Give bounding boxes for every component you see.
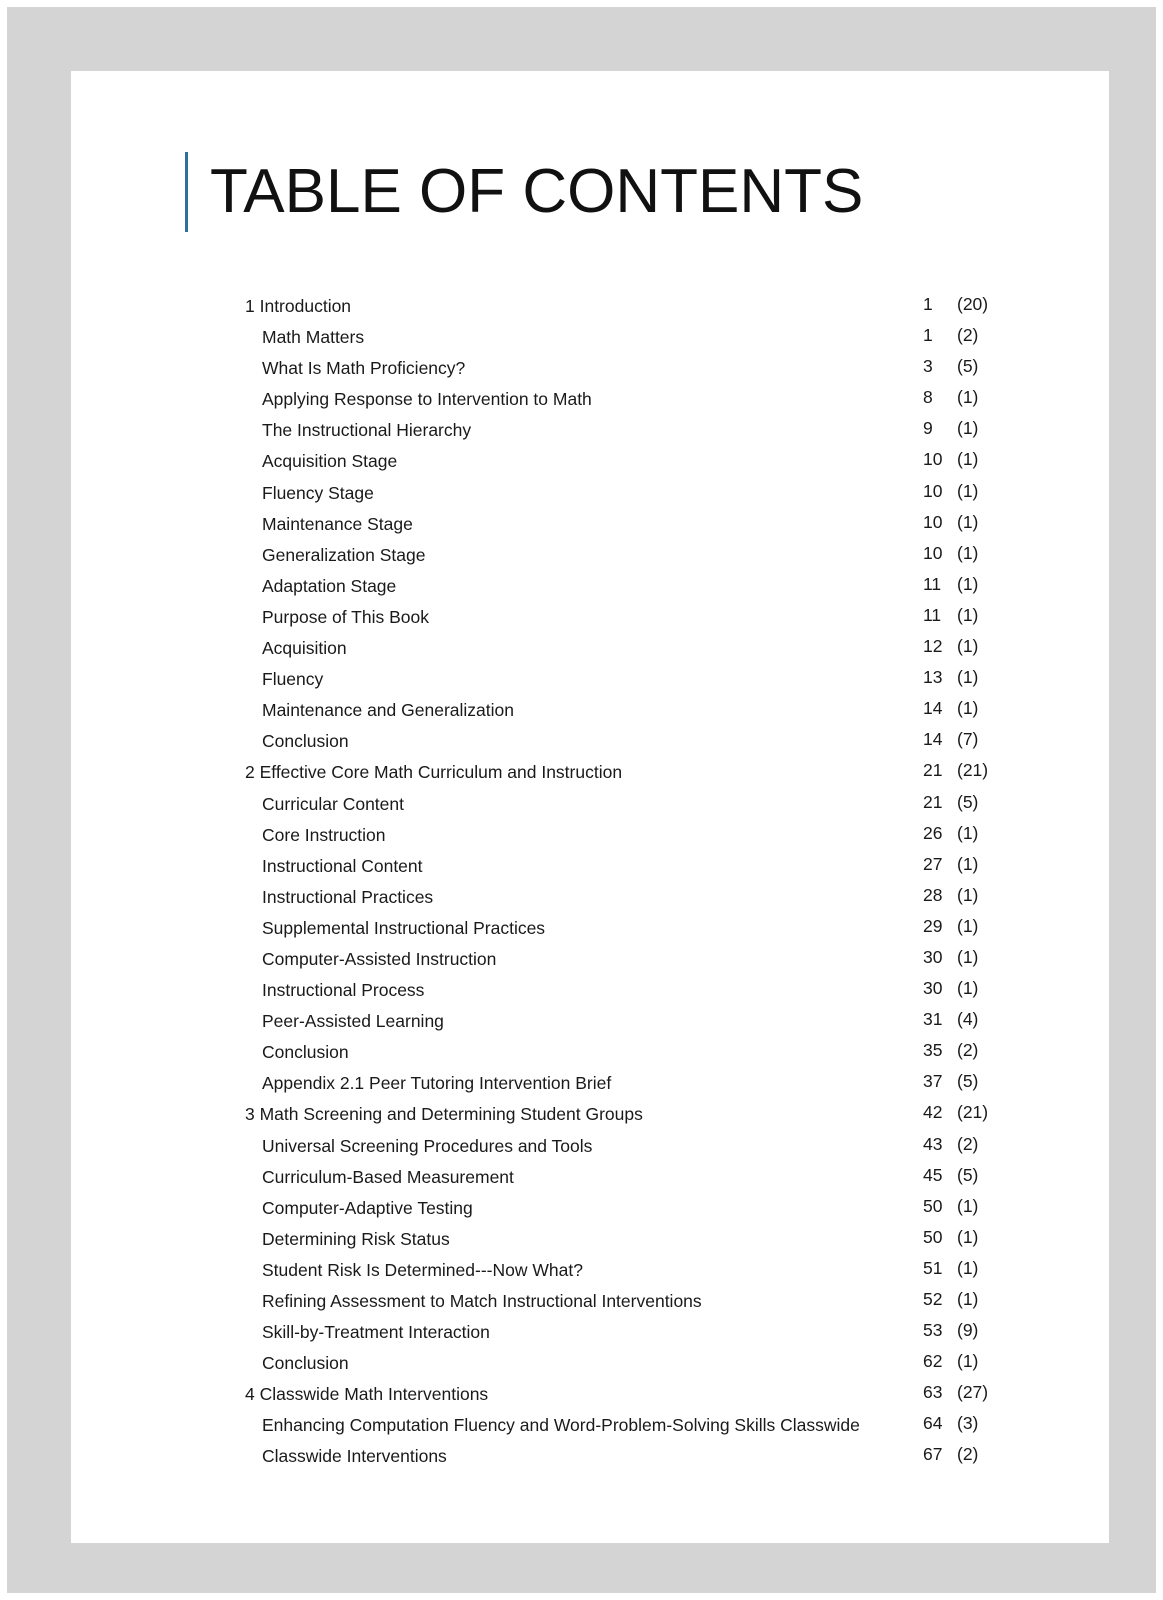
toc-entry-label: Refining Assessment to Match Instructional Interventions [262, 1291, 702, 1311]
toc-entry-label: Universal Screening Procedures and Tools [262, 1135, 593, 1156]
toc-entry-label: Acquisition [262, 638, 347, 659]
toc-page-number: 62 [923, 1351, 943, 1372]
toc-section-row[interactable] [71, 942, 1109, 973]
toc-section-row[interactable] [71, 1315, 1109, 1346]
toc-page-number: 12 [923, 636, 943, 657]
toc-page-number: 35 [923, 1040, 943, 1061]
toc-section-row[interactable] [71, 1408, 1109, 1439]
toc-section-row[interactable] [71, 600, 1109, 631]
toc-section-row[interactable] [71, 724, 1109, 755]
toc-page-count: (1) [957, 1289, 979, 1309]
toc-page-count: (1) [957, 449, 979, 470]
toc-section-row[interactable] [71, 1439, 1109, 1470]
toc-page-count: (5) [957, 1164, 979, 1185]
toc-page-count: (7) [957, 729, 979, 750]
toc-page-number: 10 [923, 542, 943, 563]
toc-entry-label: Generalization Stage [262, 544, 426, 565]
toc-page-number: 51 [923, 1257, 943, 1278]
toc-entry-label: Curriculum-Based Measurement [262, 1166, 514, 1187]
toc-page-count: (5) [957, 356, 979, 377]
toc-entry-label: Enhancing Computation Fluency and Word-Problem-Solving Skills Classwide [262, 1415, 860, 1436]
toc-page-count: (1) [957, 511, 979, 532]
toc-page-number: 30 [923, 978, 943, 999]
toc-page-number: 10 [923, 511, 943, 532]
toc-entry-label: Computer-Assisted Instruction [262, 948, 497, 969]
toc-page-count: (1) [957, 1257, 979, 1278]
toc-page-count: (3) [957, 1413, 979, 1434]
toc-page-number: 50 [923, 1195, 943, 1216]
toc-page-number: 11 [923, 604, 942, 625]
toc-page-count: (1) [957, 946, 979, 967]
toc-page-number: 9 [923, 418, 933, 439]
toc-section-row[interactable] [71, 1035, 1109, 1066]
toc-page-count: (1) [957, 698, 979, 719]
toc-page-number: 10 [923, 480, 943, 501]
toc-entry-label: Fluency [262, 669, 324, 690]
toc-page-count: (1) [957, 480, 979, 501]
toc-page-count: (21) [957, 1102, 989, 1123]
toc-page-number: 63 [923, 1382, 943, 1403]
toc-entry-label: Curricular Content [262, 793, 404, 814]
toc-page-count: (2) [957, 1040, 979, 1061]
toc-section-row[interactable] [71, 1284, 1109, 1315]
toc-entry-label: Maintenance Stage [262, 513, 413, 534]
toc-page-number: 28 [923, 884, 943, 905]
toc-entry-label: Core Instruction [262, 824, 386, 845]
toc-entry-label: Classwide Interventions [262, 1446, 447, 1467]
toc-section-row[interactable] [71, 476, 1109, 507]
toc-entry-label: Computer-Adaptive Testing [262, 1197, 473, 1218]
toc-entry-label: Supplemental Instructional Practices [262, 917, 546, 938]
toc-entry-label: What Is Math Proficiency? [262, 358, 466, 379]
toc-page-number: 53 [923, 1320, 943, 1341]
toc-page-number: 21 [923, 760, 943, 781]
toc-page-count: (1) [957, 884, 979, 905]
toc-entry-label: Math Matters [262, 327, 365, 348]
toc-page-number: 26 [923, 822, 943, 843]
toc-page-count: (2) [957, 1444, 979, 1465]
title-accent-rule [185, 152, 188, 232]
toc-entry-label: Determining Risk Status [262, 1228, 450, 1249]
toc-page-number: 1 [923, 294, 933, 314]
toc-page-number: 8 [923, 387, 933, 408]
page-frame [7, 7, 1156, 1593]
toc-entry-label: Acquisition Stage [262, 451, 398, 472]
toc-page-number: 42 [923, 1102, 943, 1123]
toc-entry-label: The Instructional Hierarchy [262, 420, 472, 441]
toc-section-row[interactable] [71, 1129, 1109, 1160]
toc-page-number: 31 [923, 1009, 943, 1030]
toc-section-row[interactable] [71, 444, 1109, 475]
toc-section-row[interactable] [71, 382, 1109, 413]
toc-entry-label: Skill-by-Treatment Interaction [262, 1322, 490, 1343]
toc-page-count: (1) [957, 978, 979, 999]
toc-section-row[interactable] [71, 631, 1109, 662]
toc-section-row[interactable] [71, 787, 1109, 818]
page-title: TABLE OF CONTENTS [210, 157, 864, 226]
toc-page-count: (4) [957, 1009, 979, 1030]
toc-page-number: 45 [923, 1164, 943, 1185]
toc-section-row[interactable] [71, 320, 1109, 351]
toc-page-count: (1) [957, 636, 979, 657]
toc-entry-label: Applying Response to Intervention to Math [262, 389, 592, 410]
toc-entry-label: Instructional Content [262, 855, 423, 876]
toc-page-count: (9) [957, 1320, 979, 1341]
toc-page-count: (1) [957, 1226, 979, 1247]
toc-page-count: (1) [957, 822, 979, 843]
toc-page-number: 29 [923, 915, 943, 936]
toc-chapter-row[interactable] [71, 289, 1109, 320]
title-block [185, 151, 863, 233]
toc-entry-label: Adaptation Stage [262, 575, 397, 596]
toc-entry-label: Student Risk Is Determined---Now What? [262, 1259, 583, 1280]
toc-section-row[interactable] [71, 351, 1109, 382]
toc-page-count: (1) [957, 387, 979, 408]
toc-page-number: 10 [923, 449, 943, 470]
toc-entry-label: Purpose of This Book [262, 606, 429, 627]
toc-entry-label: 1 Introduction [245, 296, 352, 316]
toc-page-count: (20) [957, 294, 989, 314]
toc-entry-label: Fluency Stage [262, 482, 374, 503]
toc-page-number: 14 [923, 698, 943, 719]
toc-page-number: 27 [923, 853, 943, 874]
toc-section-row[interactable] [71, 1346, 1109, 1377]
toc-entry-label: Peer-Assisted Learning [262, 1011, 444, 1032]
toc-page-number: 21 [923, 791, 943, 812]
toc-page-count: (27) [957, 1382, 989, 1403]
toc-section-row[interactable] [71, 1160, 1109, 1191]
toc-entry-label: 2 Effective Core Math Curriculum and Instruction [245, 762, 623, 783]
table-of-contents [71, 289, 1109, 1471]
toc-section-row[interactable] [71, 1004, 1109, 1035]
toc-entry-label: Appendix 2.1 Peer Tutoring Intervention Brief [262, 1073, 612, 1094]
toc-page-number: 52 [923, 1289, 943, 1309]
toc-page-count: (1) [957, 1195, 979, 1216]
toc-page-count: (1) [957, 573, 979, 594]
toc-page-number: 14 [923, 729, 943, 750]
toc-page-number: 64 [923, 1413, 943, 1434]
toc-entry-label: Instructional Practices [262, 886, 434, 907]
toc-page-count: (1) [957, 915, 979, 936]
toc-section-row[interactable] [71, 880, 1109, 911]
toc-section-row[interactable] [71, 1222, 1109, 1253]
toc-entry-label: Conclusion [262, 1353, 349, 1374]
toc-page-count: (2) [957, 1133, 979, 1154]
toc-section-row[interactable] [71, 1191, 1109, 1222]
toc-entry-label: 3 Math Screening and Determining Student Groups [245, 1104, 643, 1125]
toc-page-count: (1) [957, 853, 979, 874]
toc-page-number: 3 [923, 356, 933, 377]
toc-page-number: 50 [923, 1226, 943, 1247]
toc-section-row[interactable] [71, 1253, 1109, 1284]
toc-page-count: (5) [957, 1071, 979, 1092]
toc-page-count: (1) [957, 604, 979, 625]
toc-section-row[interactable] [71, 693, 1109, 724]
toc-page-number: 1 [923, 325, 933, 346]
toc-page-count: (21) [957, 760, 989, 781]
toc-chapter-row[interactable] [71, 755, 1109, 786]
toc-entry-label: 4 Classwide Math Interventions [245, 1384, 489, 1405]
toc-entry-label: Instructional Process [262, 980, 425, 1001]
toc-section-row[interactable] [71, 413, 1109, 444]
toc-section-row[interactable] [71, 569, 1109, 600]
toc-page-count: (1) [957, 418, 979, 439]
toc-entry-label: Maintenance and Generalization [262, 700, 514, 721]
document-page [71, 71, 1109, 1543]
toc-entry-label: Conclusion [262, 1042, 349, 1063]
toc-section-row[interactable] [71, 973, 1109, 1004]
toc-section-row[interactable] [71, 507, 1109, 538]
toc-page-number: 67 [923, 1444, 943, 1465]
toc-page-count: (5) [957, 791, 979, 812]
toc-page-number: 11 [923, 573, 942, 594]
toc-section-row[interactable] [71, 911, 1109, 942]
toc-chapter-row[interactable] [71, 1097, 1109, 1128]
toc-section-row[interactable] [71, 1066, 1109, 1097]
toc-page-number: 37 [923, 1071, 943, 1092]
toc-page-count: (2) [957, 325, 979, 346]
toc-entry-label: Conclusion [262, 731, 349, 752]
toc-section-row[interactable] [71, 538, 1109, 569]
toc-page-number: 30 [923, 946, 943, 967]
toc-page-count: (1) [957, 667, 979, 688]
toc-section-row[interactable] [71, 662, 1109, 693]
toc-page-count: (1) [957, 1351, 979, 1372]
toc-section-row[interactable] [71, 818, 1109, 849]
toc-page-count: (1) [957, 542, 979, 563]
toc-page-number: 43 [923, 1133, 943, 1154]
toc-page-number: 13 [923, 667, 943, 688]
toc-section-row[interactable] [71, 849, 1109, 880]
toc-chapter-row[interactable] [71, 1377, 1109, 1408]
